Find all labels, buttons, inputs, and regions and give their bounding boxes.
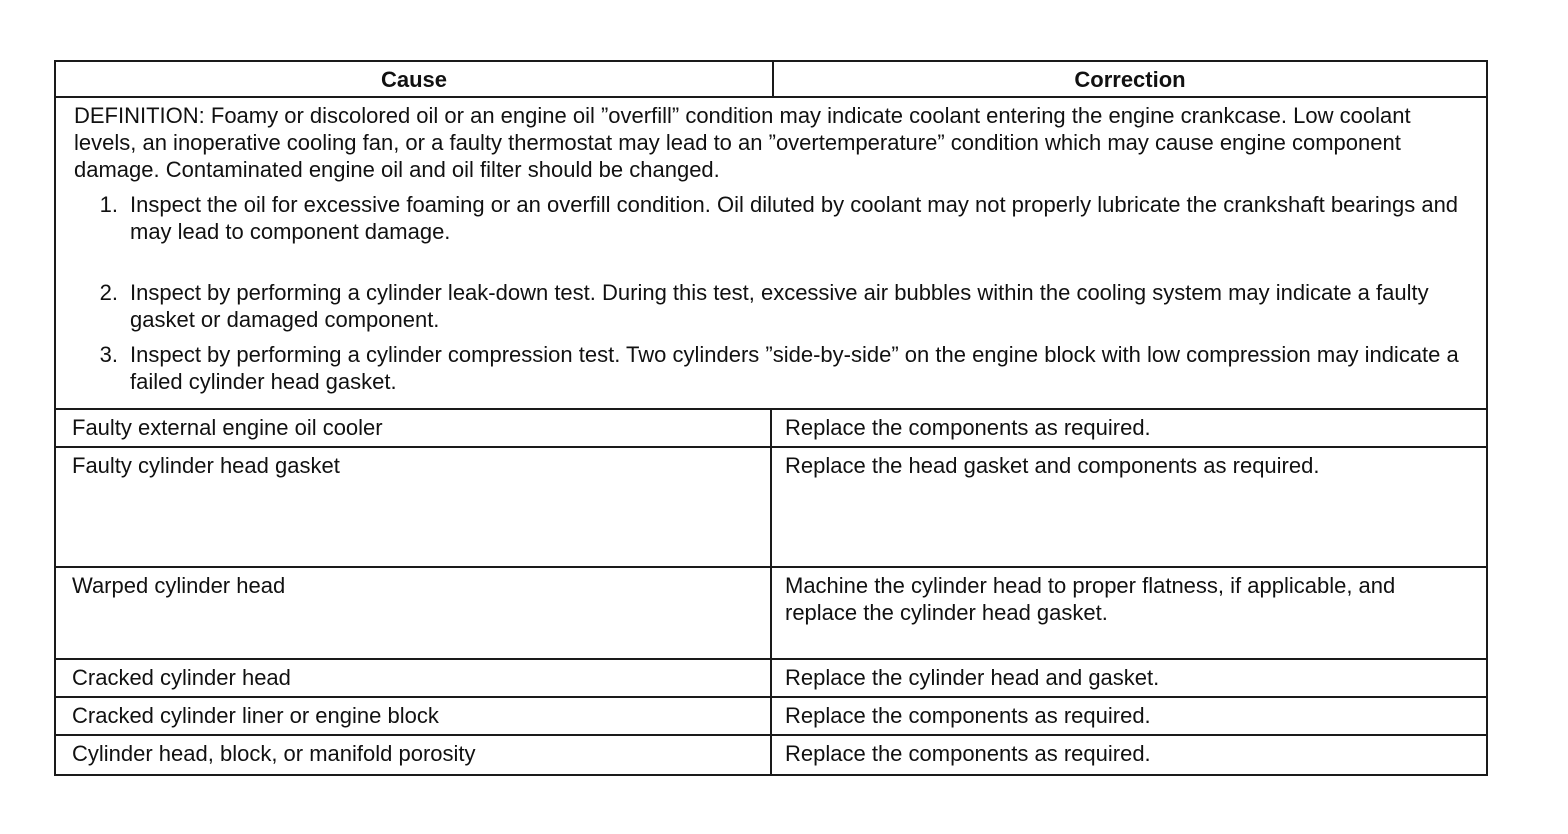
cause-column-header: Cause	[56, 62, 774, 96]
table-row	[56, 698, 1486, 736]
definition-cell	[56, 98, 1486, 408]
step-text: Inspect the oil for excessive foaming or an overfill condition. Oil diluted by coolant may not properly lubricate the crankshaft bearings and may lead to component damage.	[130, 192, 1459, 244]
cause-cell: Cylinder head, block, or manifold porosity	[56, 736, 772, 774]
step-text: Inspect by performing a cylinder leak-down test. During this test, excessive air bubbles within the cooling system may indicate a faulty gasket or damaged component.	[130, 280, 1429, 332]
definition-text: DEFINITION: Foamy or discolored oil or an engine oil ”overfill” condition may indicate coolant entering the engine crankcase. Low coolant levels, an inoperative cooling fan, or a faulty thermostat may lead to an ”overtemperature” condition which may cause engine component damage. Contaminated engine oil and oil filter should be changed.	[74, 103, 1411, 182]
step-number: 2.	[99, 280, 118, 305]
inspection-step	[74, 191, 1476, 245]
correction-cell: Replace the components as required.	[785, 415, 1151, 440]
step-text: Inspect by performing a cylinder compression test. Two cylinders ”side-by-side” on the engine block with low compression may indicate a failed cylinder head gasket.	[130, 342, 1459, 394]
step-number: 3.	[99, 342, 118, 367]
cause-cell: Cracked cylinder liner or engine block	[56, 698, 772, 734]
cause-cell: Faulty external engine oil cooler	[56, 410, 772, 446]
inspection-steps	[74, 191, 1476, 395]
correction-cell: Machine the cylinder head to proper flatness, if applicable, and replace the cylinder head gasket.	[785, 573, 1396, 625]
table-header-row	[56, 62, 1486, 98]
correction-cell: Replace the head gasket and components as required.	[785, 453, 1320, 478]
table-row	[56, 736, 1486, 774]
correction-cell: Replace the components as required.	[785, 741, 1151, 766]
cause-cell: Cracked cylinder head	[56, 660, 772, 696]
correction-cell: Replace the cylinder head and gasket.	[785, 665, 1160, 690]
step-number: 1.	[99, 192, 118, 217]
table-row	[56, 660, 1486, 698]
table-row	[56, 568, 1486, 660]
cause-cell: Warped cylinder head	[56, 568, 772, 658]
inspection-step	[74, 279, 1476, 333]
table-row	[56, 410, 1486, 448]
cause-cell: Faulty cylinder head gasket	[56, 448, 772, 566]
definition-row	[56, 98, 1486, 410]
correction-cell: Replace the components as required.	[785, 703, 1151, 728]
inspection-step	[74, 341, 1476, 395]
correction-column-header: Correction	[1074, 67, 1186, 92]
diagnosis-table	[54, 60, 1488, 776]
table-row	[56, 448, 1486, 568]
